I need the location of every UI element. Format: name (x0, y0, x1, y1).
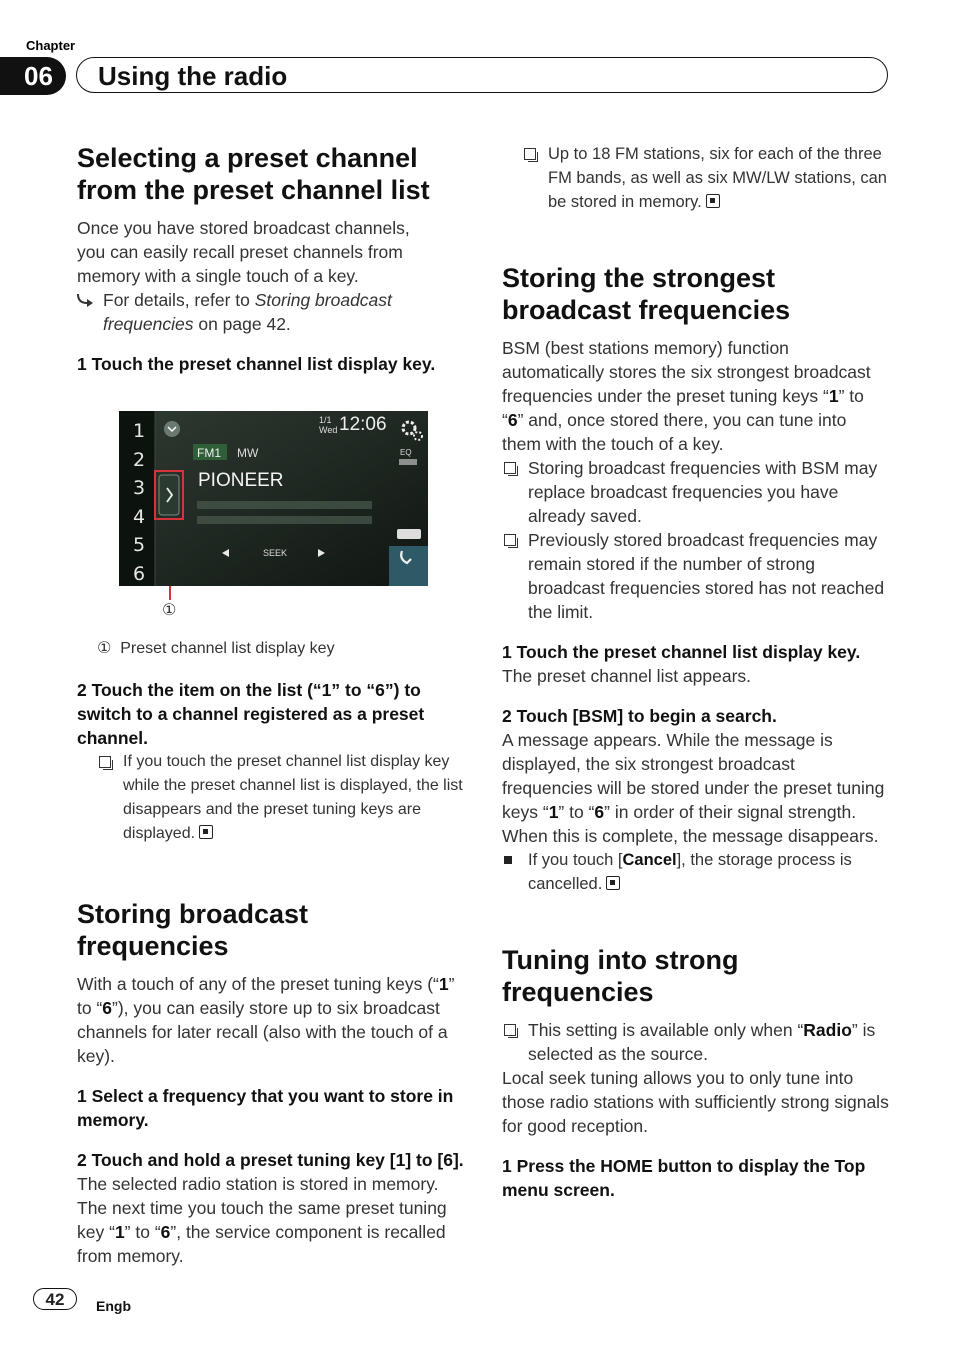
section-title-line: Selecting a preset channel (77, 143, 418, 173)
key-label: 1 (438, 974, 449, 994)
eq-indicator: EQ (400, 448, 412, 457)
preset-key[interactable]: 1 (133, 420, 146, 442)
note-text: Storing broadcast frequencies with BSM may replace broadcast frequencies you have already saved. (528, 458, 878, 526)
right-column (502, 142, 890, 1202)
language-code: Engb (96, 1298, 131, 1314)
note-text: Previously stored broadcast frequencies may remain stored if the number of strong broadcast frequencies stored has not reached the limit. (528, 530, 885, 622)
step-2-body (77, 1172, 467, 1268)
radio-screen-image (119, 411, 428, 586)
section-intro: Once you have stored broadcast channels, you can easily recall preset channels from memory with a single touch of a key. (77, 218, 410, 286)
text-fragment: If you touch [ (528, 851, 623, 869)
text-fragment: ” in order of their signal strength. When this is complete, the message disappears. (502, 802, 879, 846)
chapter-label: Chapter (26, 38, 76, 53)
text-fragment: ” to “ (558, 802, 595, 822)
preset-key[interactable]: 6 (133, 562, 146, 585)
preset-key[interactable]: 2 (133, 448, 146, 471)
note-item (502, 1018, 890, 1066)
source-label: Radio (803, 1020, 852, 1040)
text-fragment: A message appears. While the message is displayed, the six strongest broadcast frequencies will be stored under the preset tuning keys “ (502, 730, 885, 822)
text-fragment: ], the storage process is cancelled. (528, 851, 852, 893)
end-mark-icon (606, 876, 620, 890)
key-label: 1 (828, 386, 839, 406)
radio-screen-graphic (119, 411, 428, 586)
step-2-touch-bsm: 2 Touch [BSM] to begin a search. (502, 706, 777, 726)
section-body: Local seek tuning allows you to only tune into those radio stations with sufficiently strong signals for good reception. (502, 1068, 889, 1136)
preset-key-list (133, 417, 147, 586)
preset-key[interactable]: 4 (133, 505, 146, 528)
note-item (97, 750, 467, 846)
note-checkbox-icon (524, 148, 536, 160)
text-fragment: ” to “ (77, 974, 455, 1018)
band-fm1-tab[interactable]: FM1 (197, 446, 221, 460)
section-title-line: Storing the strongest (502, 263, 776, 293)
caption-text: Preset channel list display key (120, 640, 335, 657)
chapter-title: Using the radio (98, 61, 288, 91)
clock-display: 12:06 (339, 414, 387, 435)
text-fragment: ”), you can easily store up to six broadcast channels for later recall (also with the touch of a key). (77, 998, 448, 1066)
date-text: 1/1 (319, 415, 332, 425)
note-item (522, 142, 890, 214)
seek-label[interactable]: SEEK (263, 548, 288, 558)
section-intro (77, 972, 457, 1068)
text-fragment: ” and, once stored there, you can tune into them with the touch of a key. (502, 410, 847, 454)
text-fragment: ”, the service component is recalled from memory. (77, 1222, 446, 1266)
date-display (319, 415, 337, 435)
preset-key[interactable]: 3 (133, 477, 146, 499)
step-2-body (502, 728, 890, 848)
section-title-storing-strongest (502, 262, 890, 326)
text-fragment: With a touch of any of the preset tuning keys (“ (77, 974, 439, 994)
section-title-line: broadcast frequencies (502, 295, 791, 325)
callout-line (169, 586, 171, 600)
step-1-preset-list: 1 Touch the preset channel list display key. (77, 354, 436, 374)
reference-prefix: For details, refer to (103, 290, 255, 310)
cancel-key-label: Cancel (622, 851, 677, 869)
callout-number: ① (162, 602, 177, 619)
band-mw-tab[interactable]: MW (237, 446, 259, 460)
text-fragment: ” to “ (502, 386, 864, 430)
end-mark-icon (199, 825, 213, 839)
step-2-select-item: 2 Touch the item on the list (“1” to “6”) to switch to a channel registered as a preset channel. (77, 680, 425, 748)
bullet-square-icon (504, 856, 512, 864)
section-title-storing: Storing broadcast frequencies (77, 899, 309, 961)
station-name: PIONEER (198, 470, 284, 491)
section-title-selecting-preset (77, 142, 467, 206)
note-checkbox-icon (504, 462, 516, 474)
key-label: 1 (114, 1222, 125, 1242)
text-fragment: The selected radio station is stored in memory. The next time you touch the same preset tuning key “ (77, 1174, 447, 1242)
left-column-middle (97, 638, 477, 658)
text-fragment: This setting is available only when “ (528, 1020, 804, 1040)
key-label: 6 (160, 1222, 171, 1242)
left-column-lower (77, 678, 467, 1268)
cross-reference (77, 288, 467, 336)
reference-link[interactable]: Storing broadcast frequencies (103, 290, 392, 334)
day-text: Wed (319, 425, 338, 435)
end-mark-icon (706, 194, 720, 208)
bullet-item (502, 848, 890, 896)
key-label: 6 (507, 410, 518, 430)
key-label: 6 (102, 998, 113, 1018)
note-checkbox-icon (504, 534, 516, 546)
note-text: If you touch the preset channel list display key while the preset channel list is displayed, the list disappears and the preset tuning keys are displayed. (123, 753, 463, 842)
figure-caption (97, 638, 477, 658)
note-checkbox-icon (99, 756, 111, 768)
note-item (502, 528, 890, 624)
text-fragment: ” to “ (124, 1222, 161, 1242)
chapter-number-badge: 06 (0, 57, 66, 95)
step-1-preset-list: 1 Touch the preset channel list display key. (502, 642, 861, 662)
text-fragment: ” is selected as the source. (528, 1020, 876, 1064)
note-item (502, 456, 890, 528)
section-title-line: from the preset channel list (77, 175, 430, 205)
section-title-tuning-strong: Tuning into strong frequencies (502, 945, 739, 1007)
arrow-reference-icon (77, 288, 95, 314)
step-1-select-frequency: 1 Select a frequency that you want to store in memory. (77, 1086, 454, 1130)
preset-key[interactable]: 5 (133, 534, 146, 556)
step-2-touch-hold: 2 Touch and hold a preset tuning key [1] to [6]. (77, 1150, 464, 1170)
section-intro (502, 336, 890, 456)
step-1-press-home: 1 Press the HOME button to display the Top menu screen. (502, 1156, 866, 1200)
note-checkbox-icon (504, 1024, 516, 1036)
step-1-result: The preset channel list appears. (502, 666, 752, 686)
reference-suffix: on page 42. (193, 314, 291, 334)
page-number: 42 (33, 1288, 77, 1310)
note-text: Up to 18 FM stations, six for each of the three FM bands, as well as six MW/LW stations, can be stored in memory. (548, 145, 887, 211)
key-label: 1 (548, 802, 559, 822)
text-fragment: BSM (best stations memory) function automatically stores the six strongest broadcast frequencies under the preset tuning keys “ (502, 338, 871, 406)
key-label: 6 (594, 802, 605, 822)
caption-number: ① (97, 640, 112, 657)
left-column-top (77, 142, 467, 376)
